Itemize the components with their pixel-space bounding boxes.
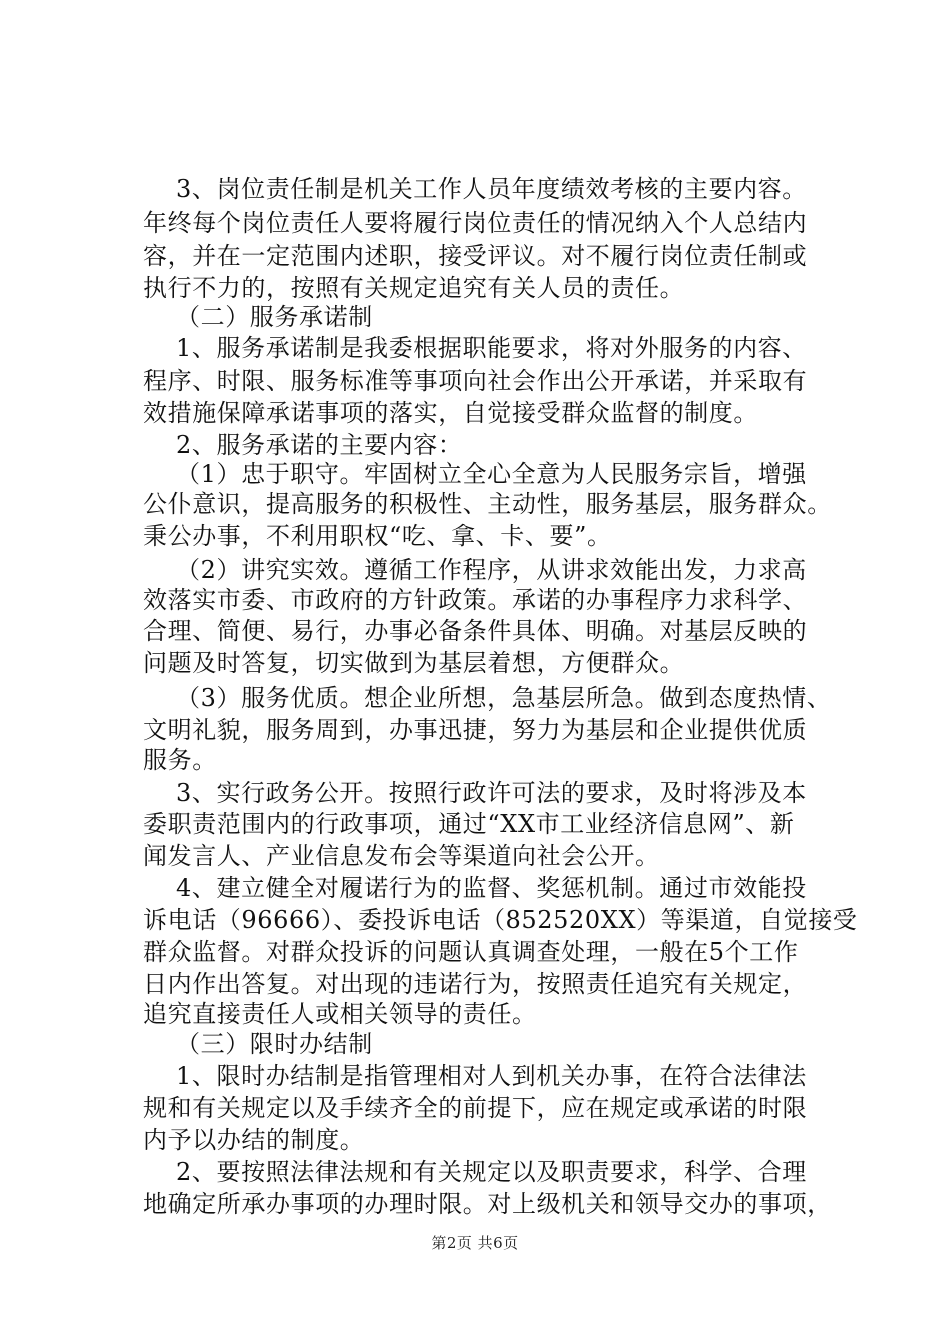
paragraph-line: 文明礼貌，服务周到，办事迅捷，努力为基层和企业提供优质 xyxy=(143,716,808,744)
paragraph-line: 合理、简便、易行，办事必备条件具体、明确。对基层反映的 xyxy=(143,617,808,645)
paragraph-line: 地确定所承办事项的办理时限。对上级机关和领导交办的事项， xyxy=(143,1190,832,1218)
paragraph-line: 公仆意识，提高服务的积极性、主动性，服务基层，服务群众。 xyxy=(143,490,832,518)
paragraph-line: （3）服务优质。想企业所想，急基层所急。做到态度热情、 xyxy=(176,684,832,712)
section-heading: （二）服务承诺制 xyxy=(176,303,373,331)
paragraph-line: 日内作出答复。对出现的违诺行为，按照责任追究有关规定， xyxy=(143,970,808,998)
paragraph-line: 3、实行政务公开。按照行政许可法的要求，及时将涉及本 xyxy=(176,779,807,807)
page-number-footer: 第2页 共6页 xyxy=(431,1234,519,1252)
paragraph-line: 1、限时办结制是指管理相对人到机关办事，在符合法律法 xyxy=(176,1062,807,1090)
paragraph-line: 容，并在一定范围内述职，接受评议。对不履行岗位责任制或 xyxy=(143,242,808,270)
paragraph-line: 执行不力的，按照有关规定追究有关人员的责任。 xyxy=(143,274,685,302)
paragraph-line: 2、服务承诺的主要内容： xyxy=(176,431,463,459)
paragraph-line: 年终每个岗位责任人要将履行岗位责任的情况纳入个人总结内 xyxy=(143,209,808,237)
paragraph-line: 委职责范围内的行政事项，通过“XX市工业经济信息网”、新 xyxy=(143,810,795,838)
section-heading: （三）限时办结制 xyxy=(176,1030,373,1058)
paragraph-line: （2）讲究实效。遵循工作程序，从讲求效能出发，力求高 xyxy=(176,556,807,584)
paragraph-line: 诉电话（96666）、委投诉电话（852520XX）等渠道，自觉接受 xyxy=(143,906,858,934)
paragraph-line: 规和有关规定以及手续齐全的前提下，应在规定或承诺的时限 xyxy=(143,1094,808,1122)
paragraph-line: 内予以办结的制度。 xyxy=(143,1126,365,1154)
paragraph-line: 闻发言人、产业信息发布会等渠道向社会公开。 xyxy=(143,842,660,870)
paragraph-line: 效落实市委、市政府的方针政策。承诺的办事程序力求科学、 xyxy=(143,586,808,614)
paragraph-line: 程序、时限、服务标准等事项向社会作出公开承诺，并采取有 xyxy=(143,367,808,395)
paragraph-line: 2、要按照法律法规和有关规定以及职责要求，科学、合理 xyxy=(176,1158,807,1186)
paragraph-line: 群众监督。对群众投诉的问题认真调查处理，一般在5个工作 xyxy=(143,938,799,966)
paragraph-line: （1）忠于职守。牢固树立全心全意为人民服务宗旨，增强 xyxy=(176,460,807,488)
paragraph-line: 问题及时答复，切实做到为基层着想，方便群众。 xyxy=(143,649,685,677)
paragraph-line: 3、岗位责任制是机关工作人员年度绩效考核的主要内容。 xyxy=(176,175,807,203)
paragraph-line: 秉公办事，不利用职权“吃、拿、卡、要”。 xyxy=(143,522,612,550)
paragraph-line: 效措施保障承诺事项的落实，自觉接受群众监督的制度。 xyxy=(143,399,758,427)
paragraph-line: 服务。 xyxy=(143,746,217,774)
paragraph-line: 4、建立健全对履诺行为的监督、奖惩机制。通过市效能投 xyxy=(176,874,807,902)
paragraph-line: 追究直接责任人或相关领导的责任。 xyxy=(143,1000,537,1028)
paragraph-line: 1、服务承诺制是我委根据职能要求，将对外服务的内容、 xyxy=(176,334,807,362)
